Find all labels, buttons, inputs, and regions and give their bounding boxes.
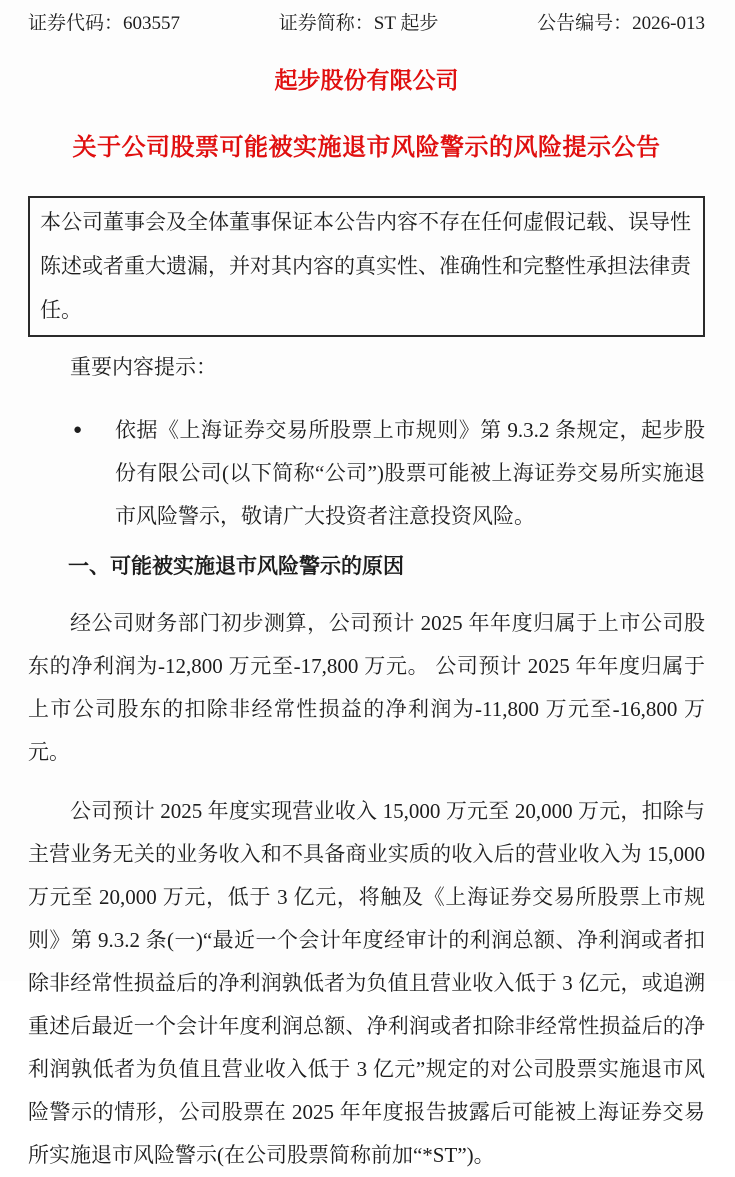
document-header [28, 12, 705, 36]
notice-bullet-text: 依据《上海证券交易所股票上市规则》第 9.3.2 条规定，起步股份有限公司(以下简称“公司”)股票可能被上海证券交易所实施退市风险警示，敬请广大投资者注意投资风险。 [115, 418, 705, 528]
announcement-number-value: 2026-013 [632, 13, 705, 34]
body-paragraph-2: 公司预计 2025 年度实现营业收入 15,000 万元至 20,000 万元，扣除与主营业务无关的业务收入和不具备商业实质的收入后的营业收入为 15,000 万元至 20,000 万元，低于 3 亿元，将触及《上海证券交易所股票上市规则》第 9.3.2 条(一)“最近一个会计年度经审计的利润总额、净利润或者扣除非经常性损益后的净利润孰低者为负值且营业收入低于 3 亿元，或追溯重述后最近一个会计年度利润总额、净利润或者扣除非经常性损益后的净利润孰低者为负值且营业收入低于 3 亿元”规定的对公司股票实施退市风险警示的情形，公司股票在 2025 年年度报告披露后可能被上海证券交易所实施退市风险警示(在公司股票简称前加“*ST”)。 [28, 799, 705, 1167]
announcement-number [537, 12, 705, 36]
company-title: 起步股份有限公司 [274, 68, 459, 93]
stock-name-label: 证券简称： [278, 13, 374, 34]
stock-code-label: 证券代码： [28, 13, 124, 34]
stock-name-value: ST 起步 [373, 13, 439, 34]
stock-code [28, 12, 180, 36]
stock-name [279, 12, 439, 36]
announcement-number-label: 公告编号： [537, 13, 633, 34]
board-declaration-box: 本公司董事会及全体董事保证本公告内容不存在任何虚假记载、误导性陈述或者重大遗漏，并对其内容的真实性、准确性和完整性承担法律责任。 [28, 196, 705, 337]
bullet-icon: ● [73, 422, 83, 438]
section-heading-1: 一、可能被实施退市风险警示的原因 [68, 555, 404, 578]
stock-code-value: 603557 [123, 13, 181, 34]
important-notice-label: 重要内容提示： [70, 355, 217, 379]
body-paragraph-1: 经公司财务部门初步测算，公司预计 2025 年年度归属于上市公司股东的净利润为-12,800 万元至-17,800 万元。 公司预计 2025 年年度归属于上市公司股东的扣除非经常性损益的净利润为-11,800 万元至-16,800 万元。 [28, 611, 705, 764]
announcement-title: 关于公司股票可能被实施退市风险警示的风险提示公告 [72, 135, 661, 161]
notice-bullet-item [28, 409, 705, 538]
